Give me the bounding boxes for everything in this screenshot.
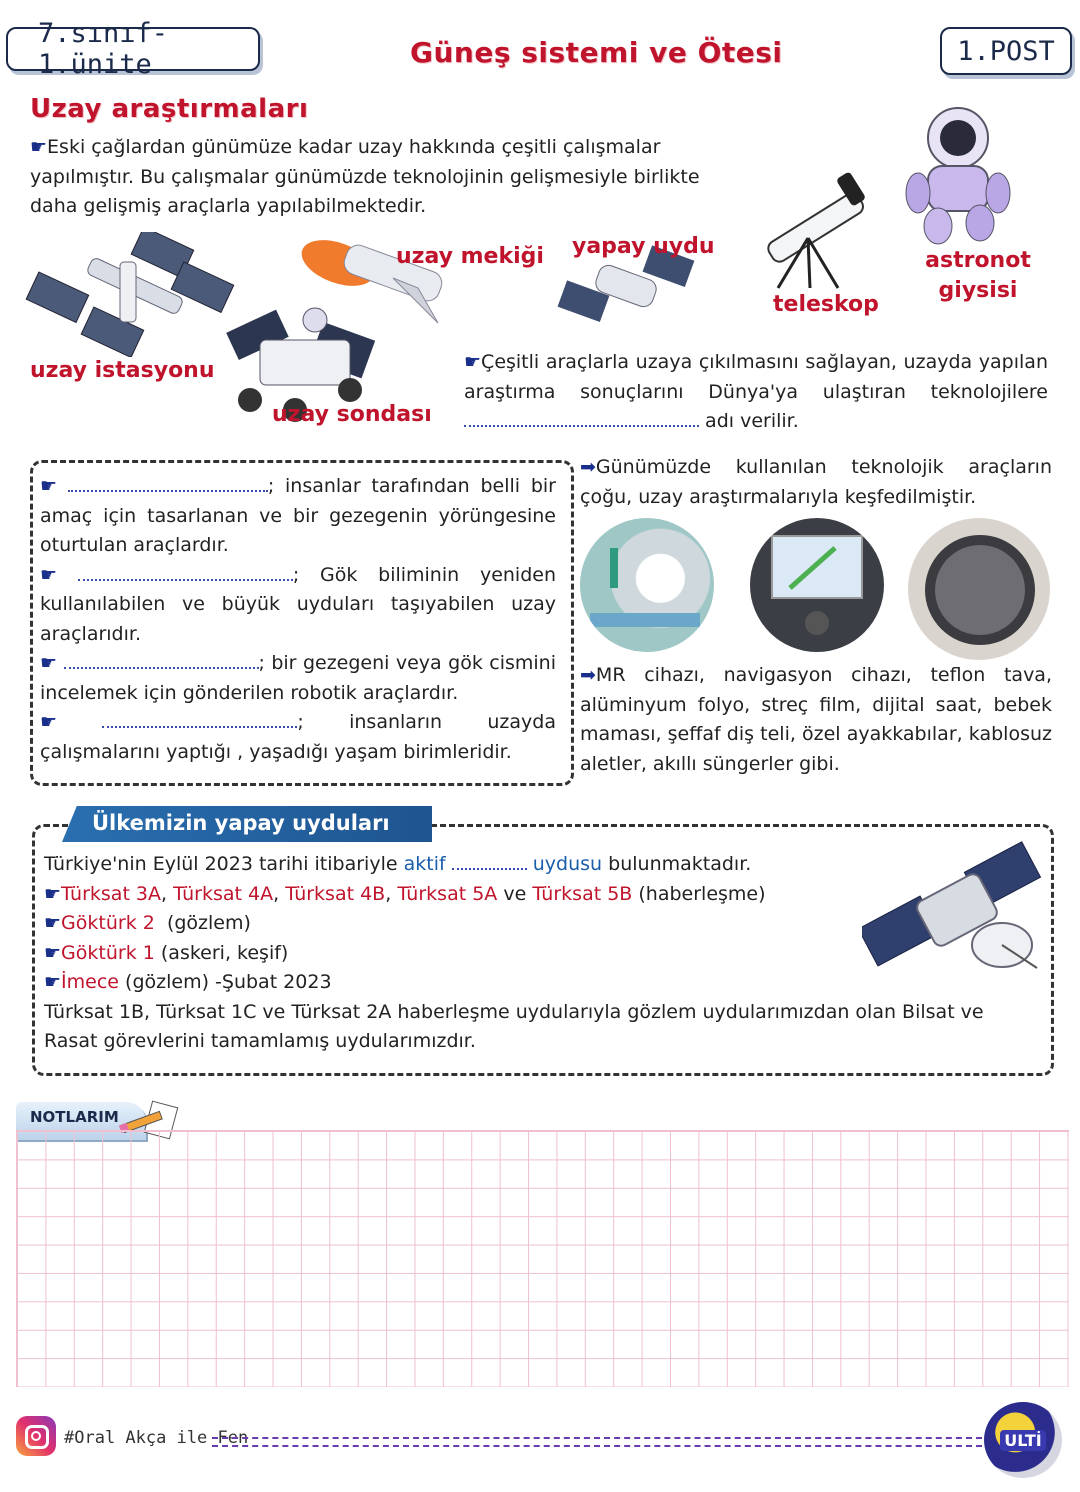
navigation-icon <box>750 518 884 652</box>
right-text-1: Günümüzde kullanılan teknolojik araçların çoğu, uzay araştırmalarıyla keşfedilmiştir. <box>580 456 1052 508</box>
uydusu-word: uydusu <box>532 853 603 875</box>
pointing-hand-icon: ☛ <box>40 475 58 497</box>
definition-text: ; Gök biliminin yeniden kullanılabilen ve büyük uyduları taşıyabilen uzay araçlarıdır. <box>40 563 556 645</box>
page-title: Güneş sistemi ve Ötesi <box>410 36 783 69</box>
space-station-illustration <box>25 232 240 357</box>
line-post: bulunmaktadır. <box>608 853 752 875</box>
footer-dashed-line <box>212 1437 982 1447</box>
arrow-icon: ➡ <box>580 456 596 478</box>
post-label <box>940 27 1072 75</box>
notes-label: NOTLARIM <box>30 1108 119 1126</box>
answer-blank[interactable] <box>452 852 527 870</box>
gokturk1-name: Göktürk 1 <box>61 941 155 964</box>
section-heading: Uzay araştırmaları <box>30 94 309 124</box>
answer-blank[interactable] <box>68 474 268 492</box>
station-label: uzay istasyonu <box>30 358 215 383</box>
pointing-hand-icon: ☛ <box>40 563 58 586</box>
definition-text: ; insanlar tarafından belli bir amaç için tasarlanan ve bir gezegenin yörüngesine oturtulan araçlardır. <box>40 475 556 556</box>
right-text-2: MR cihazı, navigasyon cihazı, teflon tava, alüminyum folyo, streç film, dijital saat, bebek maması, şeffaf diş teli, özel ayakkabılar, kablosuz aletler, akıllı süngerler gibi. <box>580 664 1052 775</box>
mr-device-icon <box>580 518 714 652</box>
tech-text-1: Çeşitli araçlarla uzaya çıkılmasını sağlayan, uzayda yapılan araştırma sonuçlarını Dünya'ya ulaştıran teknolojilere <box>464 351 1048 403</box>
pointing-hand-icon: ☛ <box>44 941 62 964</box>
pointing-hand-icon: ☛ <box>40 711 58 733</box>
gokturk2-name: Göktürk 2 <box>61 912 155 934</box>
notes-grid[interactable] <box>16 1130 1069 1387</box>
separator: , <box>273 882 286 905</box>
answer-blank[interactable] <box>64 651 259 669</box>
gokturk1-note: (askeri, keşif) <box>160 941 289 964</box>
telescope-label: teleskop <box>773 292 879 317</box>
turksat-5a: Türksat 5A <box>397 882 498 905</box>
conjunction: ve <box>497 882 533 905</box>
pointing-hand-icon: ☛ <box>40 652 58 674</box>
definition-item <box>40 472 556 561</box>
definition-text: ; bir gezegeni veya gök cismini incelemek için gönderilen robotik araçlardır. <box>40 652 556 704</box>
line-pre: Türkiye'nin Eylül 2023 tarihi itibariyle <box>44 853 398 875</box>
post-label-text: 1.POST <box>957 35 1055 67</box>
gokturk2-note: (gözlem) <box>166 912 251 934</box>
class-unit-label <box>6 18 260 80</box>
answer-blank[interactable] <box>102 710 297 728</box>
turksat-3a: Türksat 3A <box>61 882 162 905</box>
pointing-hand-icon: ☛ <box>44 912 62 934</box>
turksat-note: (haberleşme) <box>638 882 766 905</box>
imece-name: İmece <box>61 971 119 993</box>
pointing-hand-icon: ☛ <box>464 351 482 373</box>
spinoff-list-text <box>580 661 1052 779</box>
brand-logo <box>984 1402 1062 1478</box>
pointing-hand-icon: ☛ <box>44 971 62 993</box>
tech-text-2: adı verilir. <box>705 410 799 432</box>
arrow-icon: ➡ <box>580 664 596 686</box>
answer-blank[interactable] <box>464 409 699 427</box>
imece-note: (gözlem) -Şubat 2023 <box>125 971 332 993</box>
pointing-hand-icon: ☛ <box>44 882 62 905</box>
intro-text: Eski çağlardan günümüze kadar uzay hakkında çeşitli çalışmalar yapılmıştır. Bu çalışmalar günümüzde teknolojinin gelişmesiyle birlikte daha gelişmiş araçlarla yapılabilmektedir. <box>30 136 700 217</box>
footer-handle: #Oral Akça ile Fen <box>64 1428 249 1448</box>
instagram-icon <box>16 1416 56 1456</box>
mr-device-photo <box>580 518 714 652</box>
definition-item <box>40 561 556 650</box>
communication-satellite-illustration <box>862 840 1047 985</box>
intro-paragraph <box>30 133 745 222</box>
definition-item <box>40 708 556 767</box>
tech-definition-paragraph <box>464 348 1048 437</box>
separator: , <box>161 882 174 905</box>
tech-discovery-text <box>580 453 1052 512</box>
pan-icon <box>908 518 1050 660</box>
turksat-4a: Türksat 4A <box>173 882 274 905</box>
teflon-pan-photo <box>908 518 1050 660</box>
probe-label: uzay sondası <box>272 402 432 427</box>
brand-logo-text: ULTİ <box>1000 1430 1045 1451</box>
separator: , <box>385 882 398 905</box>
turksat-5b: Türksat 5B <box>532 882 633 905</box>
astronaut-suit-illustration <box>898 98 1018 248</box>
satellite-label: yapay uydu <box>572 234 715 259</box>
answer-blank[interactable] <box>78 563 293 581</box>
definitions-list <box>40 472 556 767</box>
telescope-illustration <box>758 168 868 293</box>
pointing-hand-icon: ☛ <box>30 136 48 158</box>
definition-text: ; insanların uzayda çalışmalarını yaptığı , yaşadığı yaşam birimleridir. <box>40 711 556 763</box>
turksat-4b: Türksat 4B <box>285 882 386 905</box>
shuttle-label: uzay mekiği <box>396 244 544 269</box>
definition-item <box>40 649 556 708</box>
closing-text: Türksat 1B, Türksat 1C ve Türksat 2A haberleşme uydularıyla gözlem uydularımızdan olan Bilsat ve Rasat görevlerini tamamlamış uydularımızdır. <box>44 1000 984 1052</box>
suit-label: astronot giysisi <box>925 248 1031 303</box>
class-unit-text: 7.sınıf- 1.ünite <box>38 18 169 80</box>
navigation-device-photo <box>750 518 884 652</box>
satellites-heading: Ülkemizin yapay uyduları <box>92 811 390 835</box>
aktif-word: aktif <box>403 853 446 875</box>
